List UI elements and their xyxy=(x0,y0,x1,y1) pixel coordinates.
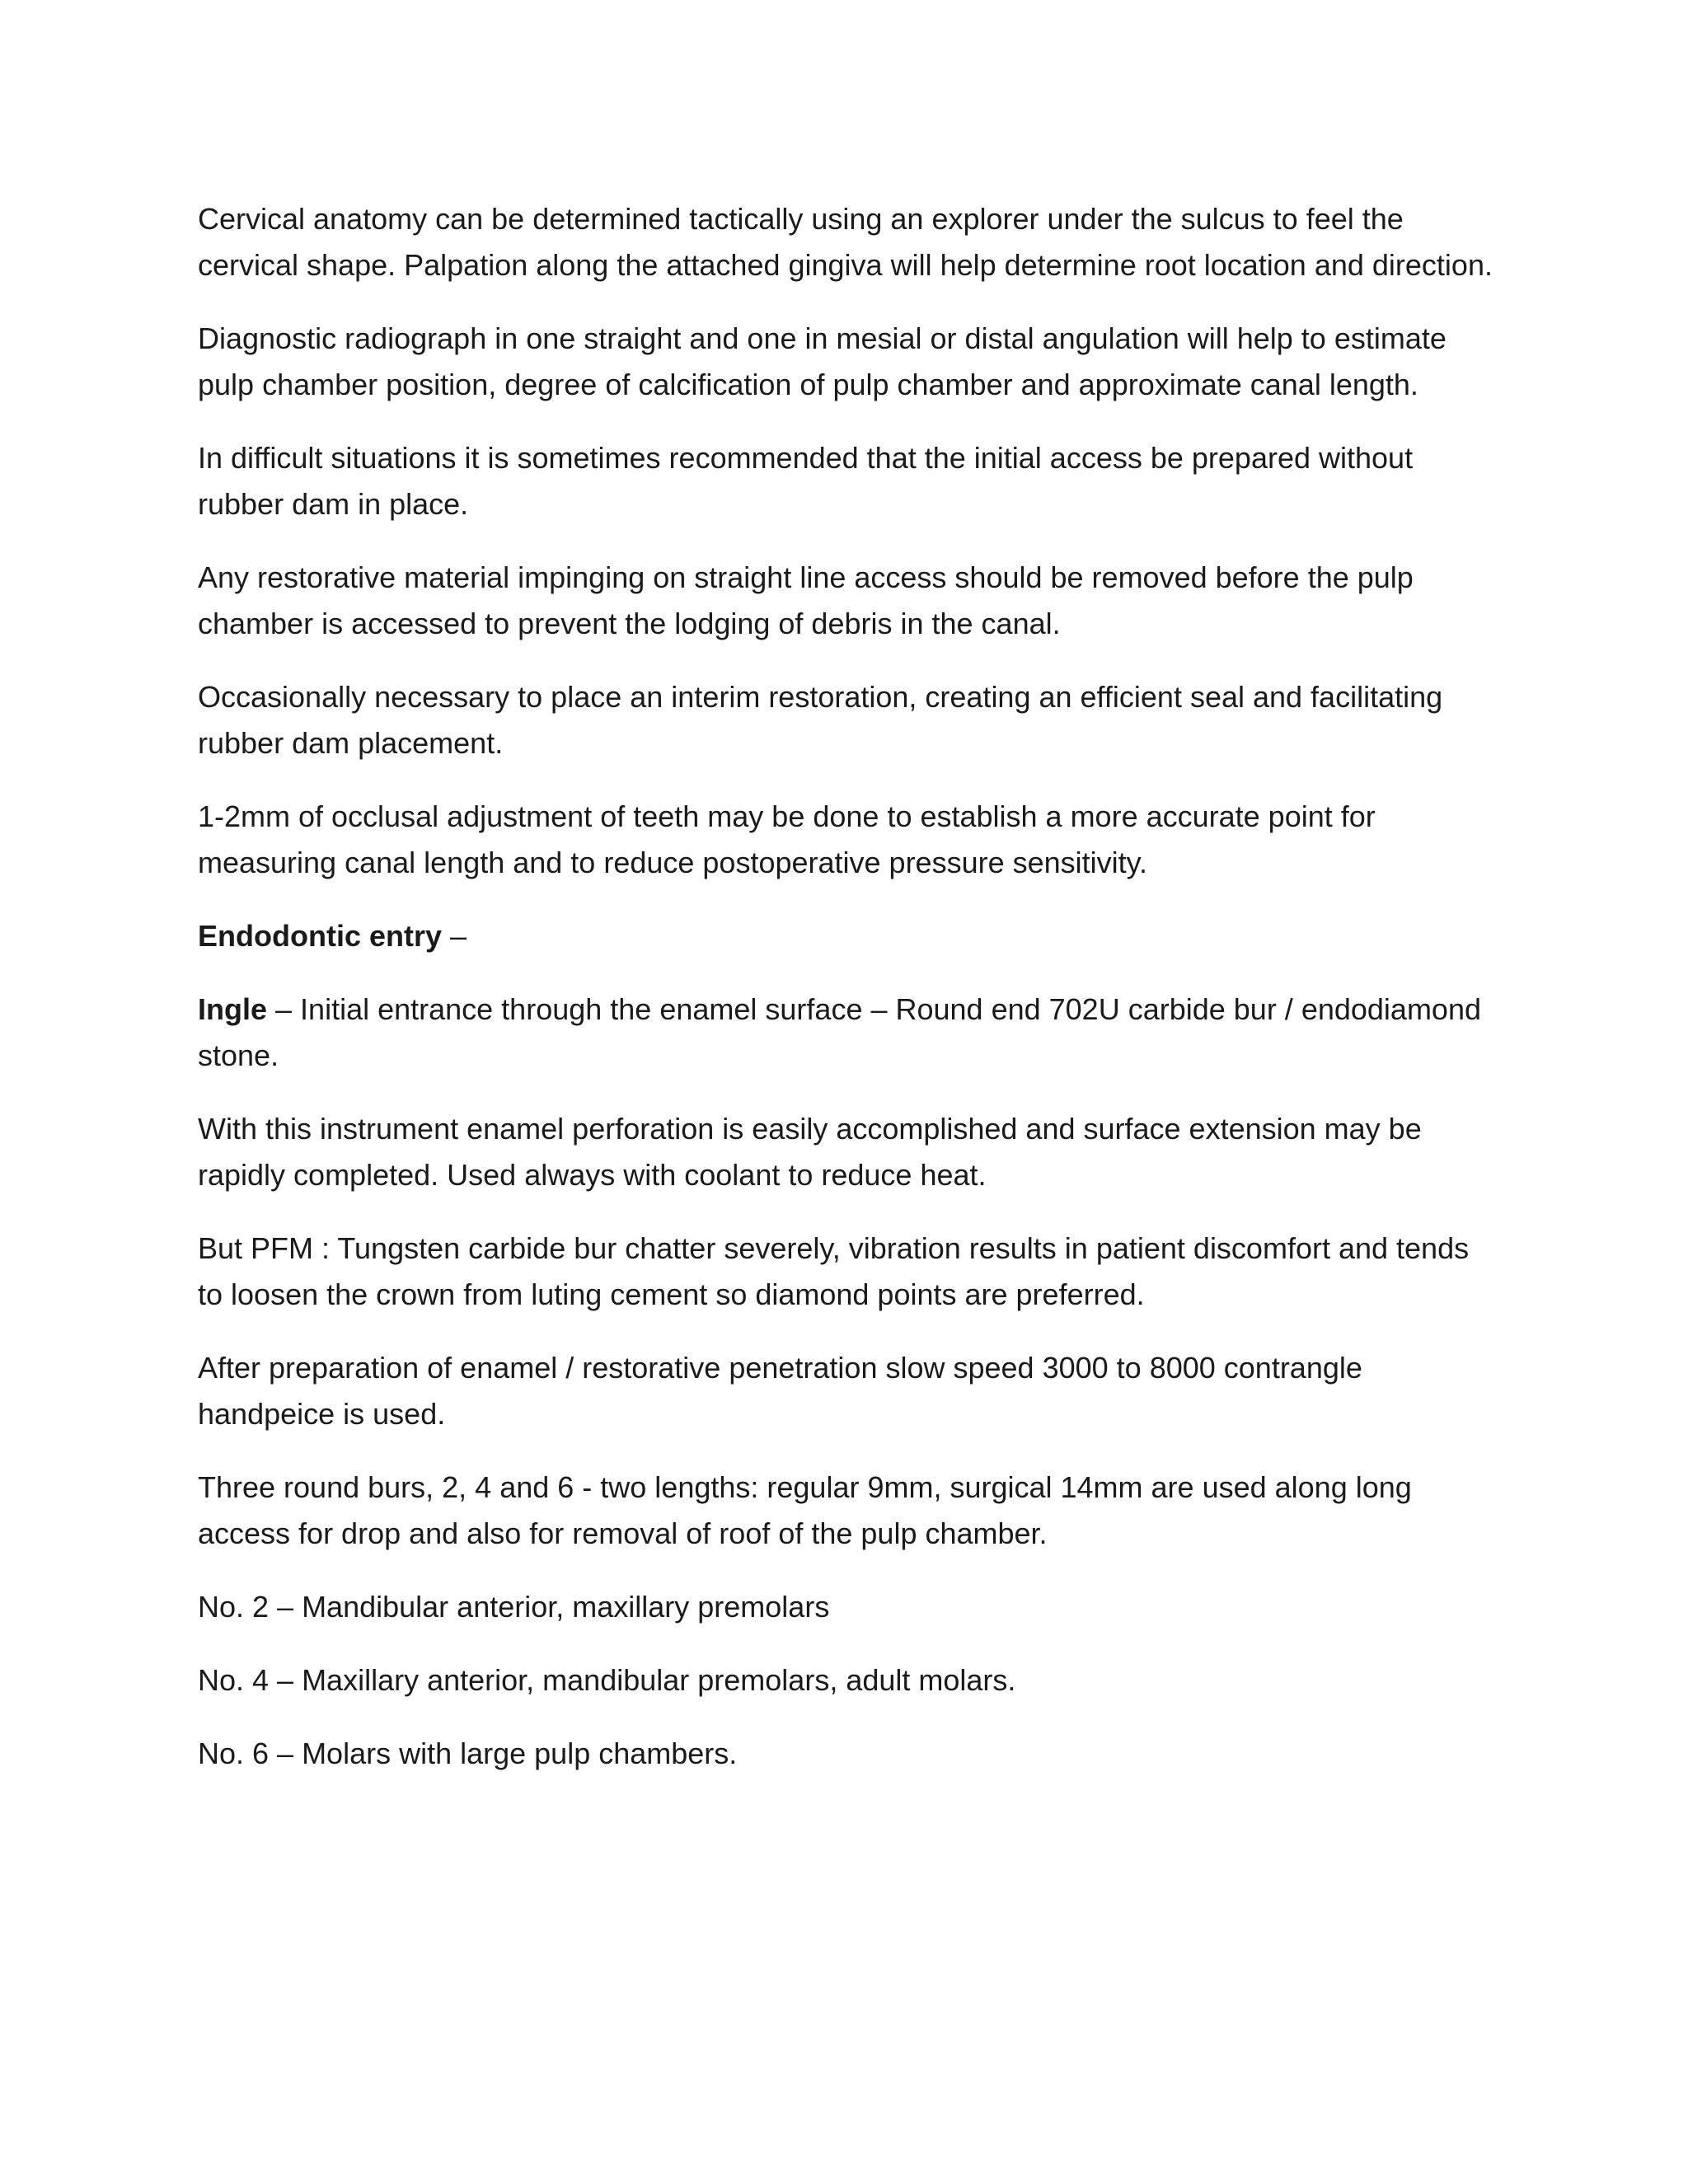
heading-bold-text: Endodontic entry xyxy=(198,919,442,953)
paragraph-enamel-perforation: With this instrument enamel perforation is easily accomplished and surface extension may be rapidly completed. Used always with coolant to reduce heat. xyxy=(198,1112,1422,1192)
ingle-bold-text: Ingle xyxy=(198,992,268,1026)
paragraph-ingle xyxy=(198,987,1500,1079)
document-body xyxy=(198,196,1500,1777)
paragraph-restorative-material: Any restorative material impinging on straight line access should be removed before the pulp chamber is accessed to prevent the lodging of debris in the canal. xyxy=(198,560,1414,640)
list-item-no-6: No. 6 – Molars with large pulp chambers. xyxy=(198,1736,738,1770)
paragraph-slow-speed: After preparation of enamel / restorative penetration slow speed 3000 to 8000 contrangle handpeice is used. xyxy=(198,1351,1362,1431)
paragraph-diagnostic-radiograph: Diagnostic radiograph in one straight and one in mesial or distal angulation will help to estimate pulp chamber position, degree of calcification of pulp chamber and approximate canal length. xyxy=(198,321,1447,401)
list-item-no-4: No. 4 – Maxillary anterior, mandibular premolars, adult molars. xyxy=(198,1663,1016,1697)
list-item-no-2: No. 2 – Mandibular anterior, maxillary premolars xyxy=(198,1590,830,1624)
paragraph-interim-restoration: Occasionally necessary to place an interim restoration, creating an efficient seal and facilitating rubber dam placement. xyxy=(198,680,1443,760)
ingle-description: – Initial entrance through the enamel surface – Round end 702U carbide bur / endodiamond stone. xyxy=(198,992,1481,1072)
paragraph-occlusal-adjustment: 1-2mm of occlusal adjustment of teeth may be done to establish a more accurate point for measuring canal length and to reduce postoperative pressure sensitivity. xyxy=(198,799,1376,879)
heading-dash: – xyxy=(442,919,467,953)
paragraph-cervical-anatomy: Cervical anatomy can be determined tactically using an explorer under the sulcus to feel the cervical shape. Palpation along the attached gingiva will help determine root location and direction. xyxy=(198,202,1493,282)
paragraph-difficult-situations: In difficult situations it is sometimes recommended that the initial access be prepared without rubber dam in place. xyxy=(198,441,1414,521)
section-heading-endodontic-entry xyxy=(198,913,1500,959)
paragraph-pfm: But PFM : Tungsten carbide bur chatter severely, vibration results in patient discomfort and tends to loosen the crown from luting cement so diamond points are preferred. xyxy=(198,1231,1470,1311)
paragraph-round-burs: Three round burs, 2, 4 and 6 - two lengths: regular 9mm, surgical 14mm are used along long access for drop and also for removal of roof of the pulp chamber. xyxy=(198,1470,1412,1550)
